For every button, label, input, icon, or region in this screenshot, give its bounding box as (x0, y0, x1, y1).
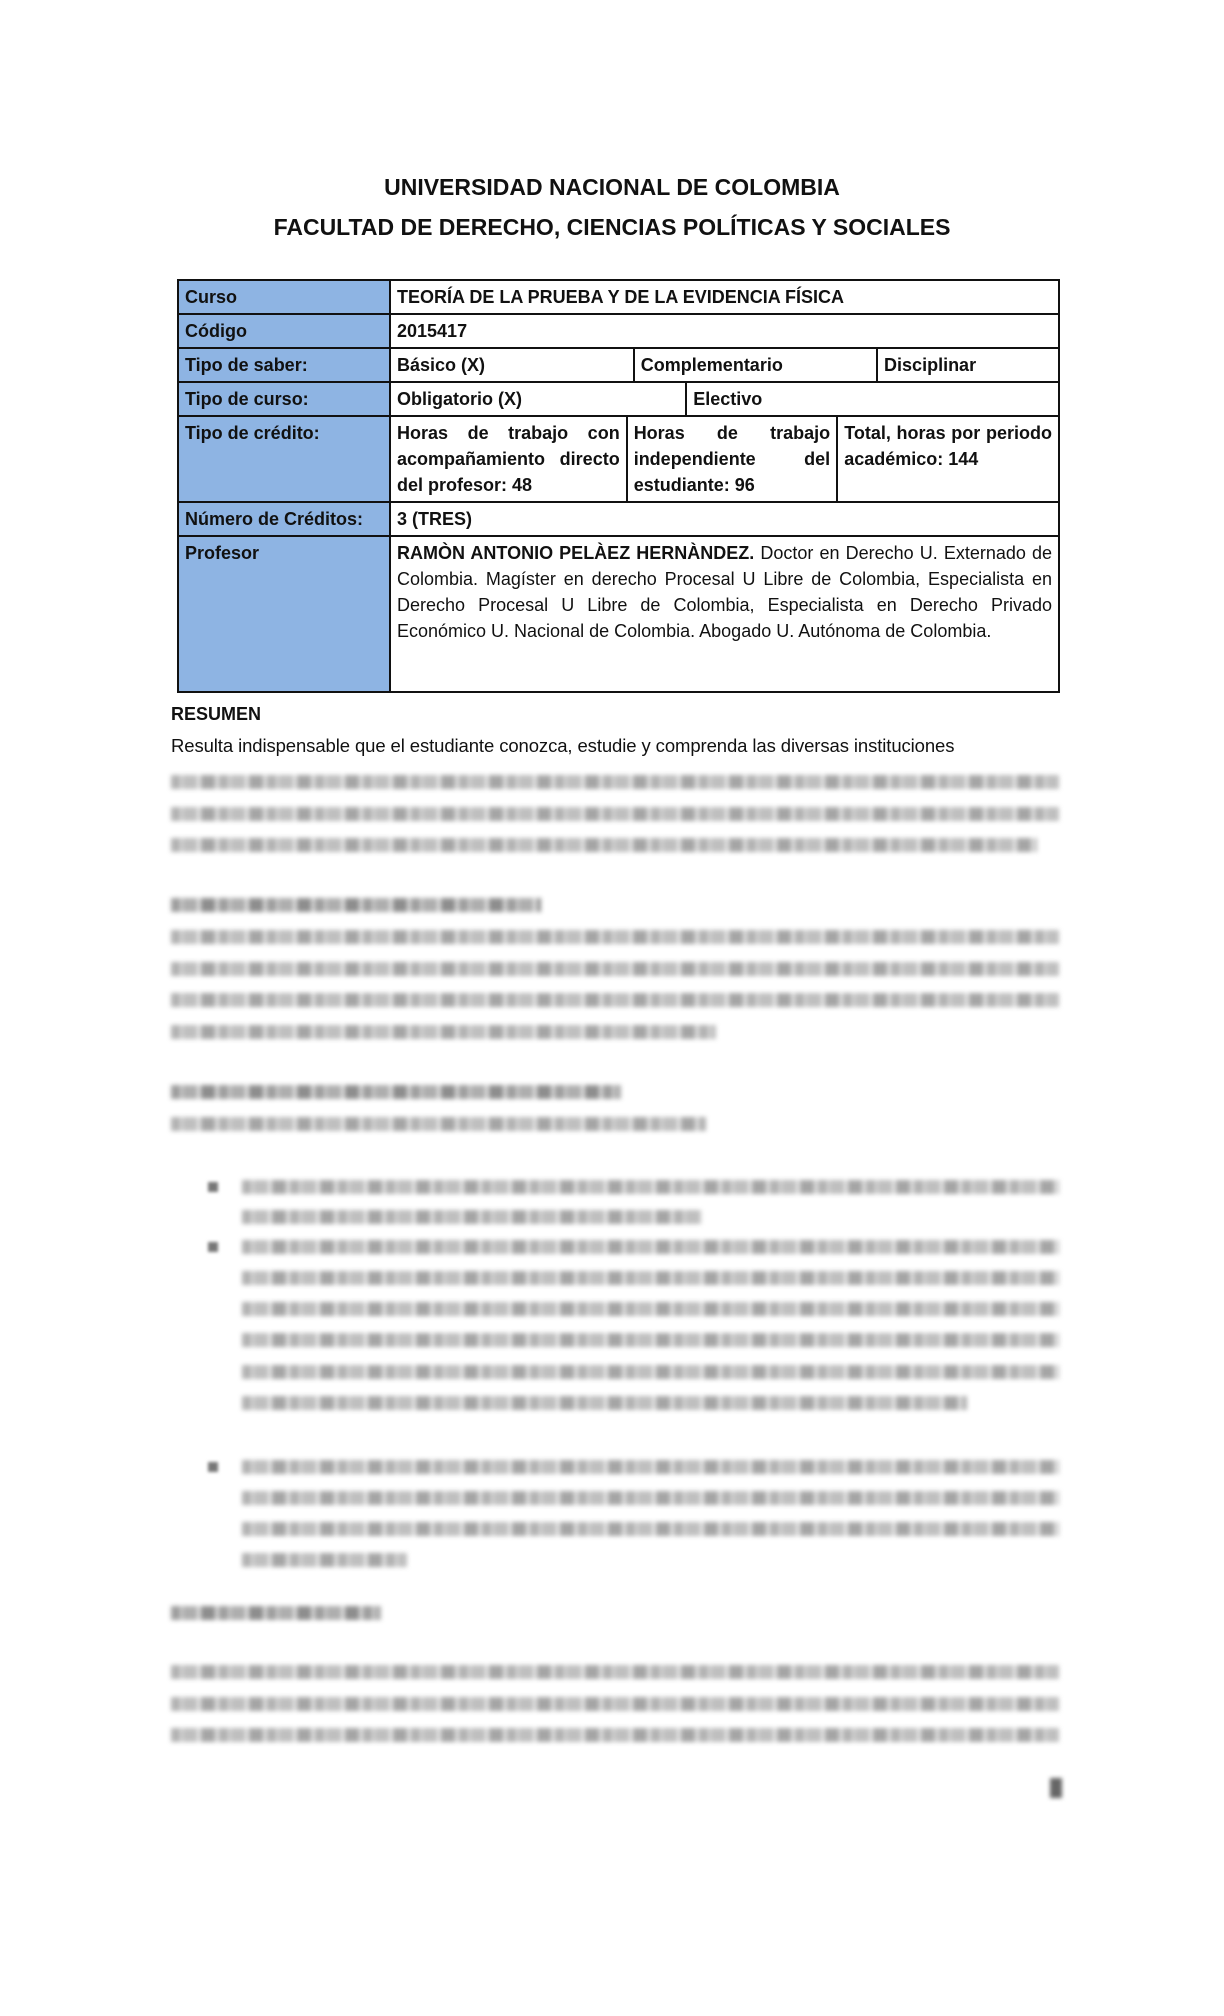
tipo-curso-electivo: Electivo (686, 383, 1052, 415)
codigo-value: 2015417 (390, 314, 1059, 348)
codigo-label: Código (178, 314, 390, 348)
saber-basico: Básico (X) (397, 355, 486, 375)
profesor-label: Profesor (178, 536, 390, 692)
saber-disciplinar: Disciplinar (877, 349, 1052, 381)
credito-independiente: Horas de trabajo independiente del estudiante: 96 (627, 417, 838, 501)
profesor-name: RAMÒN ANTONIO PELÀEZ HERNÀNDEZ. (397, 543, 755, 563)
credito-label: Tipo de crédito: (178, 416, 390, 502)
creditos-value: 3 (TRES) (390, 502, 1059, 536)
credito-total: Total, horas por periodo académico: 144 (837, 417, 1052, 501)
profesor-bio: Doctor en Derecho U. Externado de Colombia. Magíster en derecho Procesal U Libre de Colombia, Especialista en Derecho Procesal U Libre de Colombia, Especialista en Derecho Privado Económico U. Nacional de Colombia. Abogado U. Autónoma de Colombia. (397, 543, 1053, 641)
page-number (1050, 1778, 1062, 1798)
curso-label: Curso (178, 280, 390, 314)
saber-complementario: Complementario (634, 349, 877, 381)
faculty-title: FACULTAD DE DERECHO, CIENCIAS POLÍTICAS Y SOCIALES (273, 214, 951, 240)
creditos-label: Número de Créditos: (178, 502, 390, 536)
saber-label: Tipo de saber: (178, 348, 390, 382)
resumen-first-line: Resulta indispensable que el estudiante conozca, estudie y comprenda las diversas instituciones (171, 735, 955, 756)
profesor-value (390, 536, 1059, 692)
tipo-curso-label: Tipo de curso: (178, 382, 390, 416)
curso-value: TEORÍA DE LA PRUEBA Y DE LA EVIDENCIA FÍSICA (390, 280, 1059, 314)
university-title: UNIVERSIDAD NACIONAL DE COLOMBIA (384, 174, 840, 200)
tipo-curso-obligatorio: Obligatorio (X) (397, 389, 522, 409)
credito-directo: Horas de trabajo con acompañamiento directo del profesor: 48 (397, 423, 620, 495)
resumen-heading: RESUMEN (171, 704, 262, 724)
course-info-table (177, 279, 1060, 693)
